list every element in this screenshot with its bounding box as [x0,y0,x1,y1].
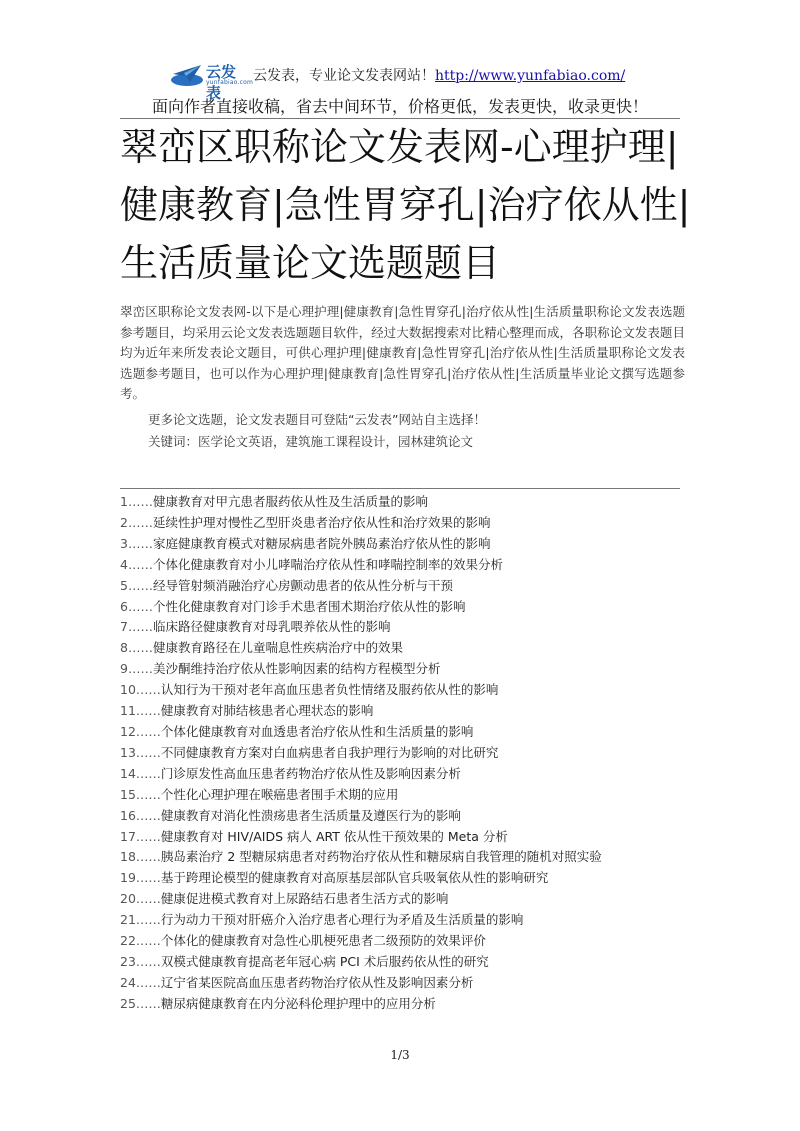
paper-plane-icon [170,60,204,88]
topic-title: 辽宁省某医院高血压患者药物治疗依从性及影响因素分析 [160,974,474,990]
tagline-text: 云发表，专业论文发表网站！ [253,68,435,84]
topic-item [120,868,680,889]
topic-number: 5…… [120,577,153,593]
topic-title: 家庭健康教育模式对糖尿病患者院外胰岛素治疗依从性的影响 [152,535,491,551]
topic-number: 9…… [120,661,153,677]
topic-title: 延续性护理对慢性乙型肝炎患者治疗依从性和治疗效果的影响 [152,514,491,530]
topic-number: 8…… [120,640,153,656]
topic-title: 双模式健康教育提高老年冠心病 PCI 术后服药依从性的研究 [160,953,489,969]
keywords-line: 关键词：医学论文英语，建筑施工课程设计，园林建筑论文 [148,434,474,449]
topic-item [120,847,680,868]
topic-title: 糖尿病健康教育在内分泌科伦理护理中的应用分析 [160,995,436,1011]
topic-number: 24…… [120,974,161,990]
topic-number: 19…… [120,870,161,886]
header-slogan: 面向作者直接收稿，省去中间环节，价格更低，发表更快，收录更快！ [151,97,648,116]
title-line: 健康教育|急性胃穿孔|治疗依从性| [120,183,691,227]
topic-item [120,994,680,1015]
site-link[interactable]: http://www.yunfabiao.com/ [435,68,626,84]
topic-number: 16…… [120,807,161,823]
topic-number: 14…… [120,765,161,781]
topic-number: 23…… [120,953,161,969]
topic-title: 美沙酮维持治疗依从性影响因素的结构方程模型分析 [152,661,441,677]
topic-number: 21…… [120,912,161,928]
yunfabiao-logo[interactable] [170,60,253,102]
topic-title: 经导管射频消融治疗心房颤动患者的依从性分析与干预 [152,577,453,593]
page-title [120,118,700,292]
list-divider [120,488,680,489]
topic-title: 健康教育对消化性溃疡患者生活质量及遵医行为的影响 [160,807,461,823]
topic-item [120,743,680,764]
page-number: 1/3 [390,1048,410,1062]
topic-item [120,827,680,848]
topic-title: 个性化心理护理在喉癌患者围手术期的应用 [160,786,399,802]
topic-item [120,701,680,722]
topic-item [120,722,680,743]
topic-title: 个体化健康教育对血透患者治疗依从性和生活质量的影响 [160,723,474,739]
topic-number: 15…… [120,786,161,802]
topic-number: 11…… [120,703,161,719]
topic-item [120,952,680,973]
topic-item [120,764,680,785]
topic-item [120,576,680,597]
topic-title: 门诊原发性高血压患者药物治疗依从性及影响因素分析 [160,765,461,781]
topic-title: 胰岛素治疗 2 型糖尿病患者对药物治疗依从性和糖尿病自我管理的随机对照实验 [160,849,602,865]
topic-item [120,680,680,701]
topic-item [120,534,680,555]
topic-number: 10…… [120,682,161,698]
topic-number: 12…… [120,723,161,739]
topic-item [120,973,680,994]
topic-item [120,492,680,513]
topic-title: 健康教育路径在儿童喘息性疾病治疗中的效果 [152,640,403,656]
topic-number: 4…… [120,556,153,572]
topic-title: 健康教育对 HIV/AIDS 病人 ART 依从性干预效果的 Meta 分析 [160,828,508,844]
topic-number: 13…… [120,744,161,760]
logo-subtext: yunfabiao.com [206,79,253,86]
topic-title: 健康教育对甲亢患者服药依从性及生活质量的影响 [152,494,428,509]
topic-title: 不同健康教育方案对白血病患者自我护理行为影响的对比研究 [160,744,499,760]
topic-title: 健康促进模式教育对上尿路结石患者生活方式的影响 [160,891,449,907]
topic-item [120,555,680,576]
topic-title: 个体化的健康教育对急性心肌梗死患者二级预防的效果评价 [160,933,486,949]
topic-item [120,910,680,931]
more-topics-note: 更多论文选题，论文发表题目可登陆“云发表”网站自主选择！ [148,412,486,427]
topic-number: 22…… [120,933,161,949]
topic-item [120,638,680,659]
topic-title: 基于跨理论模型的健康教育对高原基层部队官兵吸氧依从性的影响研究 [160,870,549,886]
topic-item [120,659,680,680]
intro-paragraph: 翠峦区职称论文发表网-以下是心理护理|健康教育|急性胃穿孔|治疗依从性|生活质量职称论文发表选题参考题目，均采用云论文发表选题题目软件，经过大数据搜索对比精心整理而成，各职称论文发表题目均为近年来所发表论文题目，可供心理护理|健康教育|急性胃穿孔|治疗依从性|生活质量职称论文发表选题参考题目，也可以作为心理护理|健康教育|急性胃穿孔|治疗依从性|生活质量毕业论文撰写选题参考。 [120,304,685,401]
topic-item [120,617,680,638]
title-line: 翠峦区职称论文发表网-心理护理| [120,125,679,169]
topic-title: 行为动力干预对肝癌介入治疗患者心理行为矛盾及生活质量的影响 [160,912,524,928]
topic-title: 个体化健康教育对小儿哮喘治疗依从性和哮喘控制率的效果分析 [152,556,503,572]
topic-item [120,513,680,534]
topic-number: 2…… [120,514,153,530]
topic-list [120,492,680,1015]
topic-number: 6…… [120,598,153,614]
topic-title: 健康教育对肺结核患者心理状态的影响 [160,703,374,719]
logo-text: 云发表 [206,63,237,102]
topic-number: 18…… [120,849,161,865]
topic-number: 25…… [120,995,161,1011]
header-tagline [253,65,625,85]
topic-title: 个性化健康教育对门诊手术患者围术期治疗依从性的影响 [152,598,466,614]
topic-item [120,785,680,806]
topic-number: 17…… [120,828,161,844]
topic-item [120,931,680,952]
topic-item [120,889,680,910]
title-line: 生活质量论文选题题目 [120,241,501,285]
topic-title: 临床路径健康教育对母乳喂养依从性的影响 [152,619,391,635]
topic-item [120,597,680,618]
topic-number: 3…… [120,535,153,551]
topic-item [120,806,680,827]
topic-title: 认知行为干预对老年高血压患者负性情绪及服药依从性的影响 [160,682,499,698]
topic-number: 1…… [120,494,153,509]
page-header [0,56,800,102]
topic-number: 20…… [120,891,161,907]
topic-number: 7…… [120,619,153,635]
